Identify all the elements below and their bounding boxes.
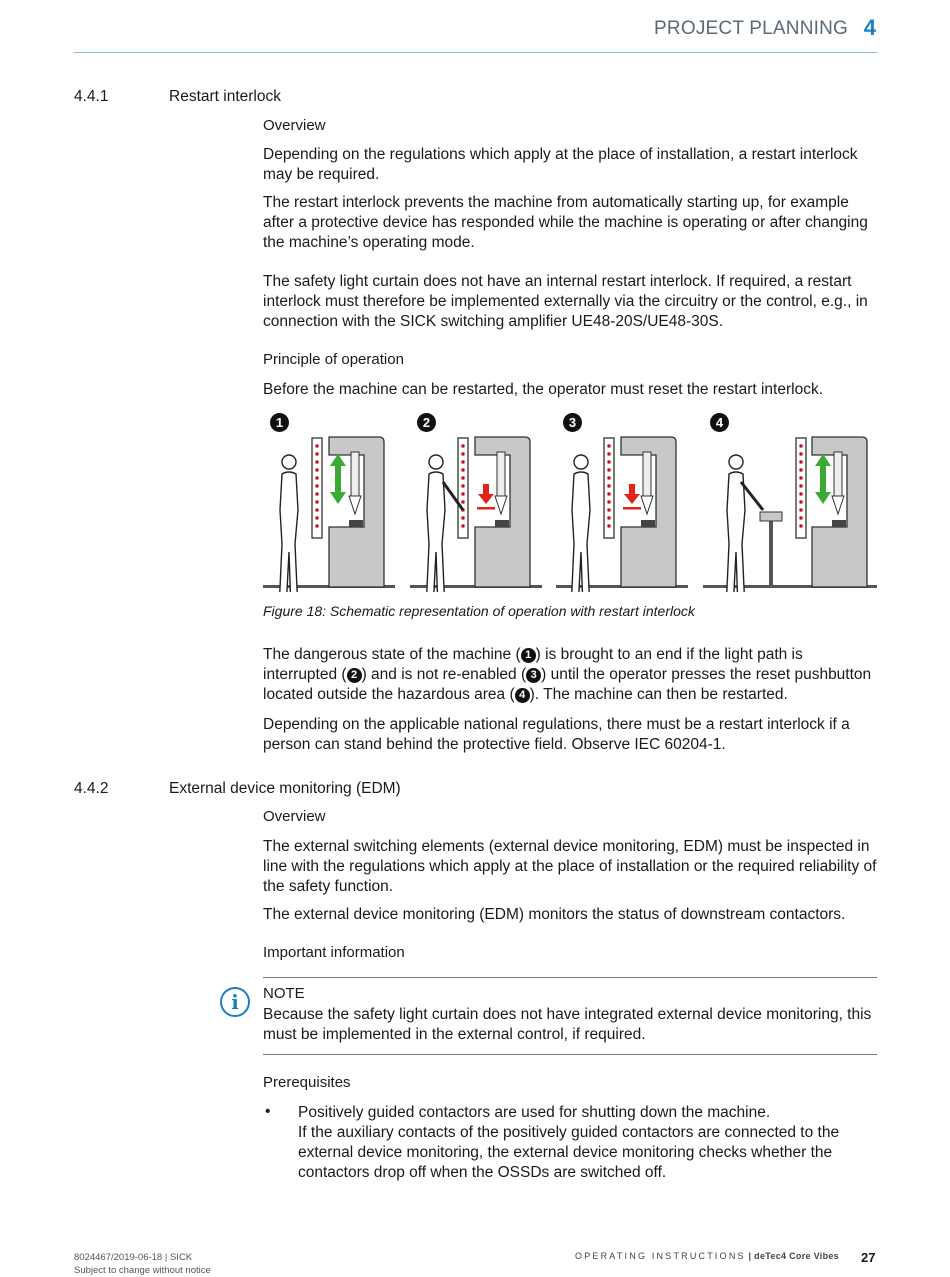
step-number-2: 2 [417,413,436,432]
panel-2 [410,437,542,592]
step-ref-4: 4 [515,688,530,703]
paragraph: The external device monitoring (EDM) monitors the status of downstream contactors. [263,906,846,923]
principle-heading: Principle of operation [263,351,404,368]
info-icon: i [220,987,250,1017]
paragraph: Depending on the applicable national regulations, there must be a restart interlock if a person can stand behind the protective field. Observe IEC 60204-1. [263,716,850,753]
note-bottom-rule [263,1054,877,1055]
overview-heading: Overview [263,117,326,134]
paragraph: Depending on the regulations which apply at the place of installation, a restart interlock may be required. [263,146,858,183]
overview-heading: Overview [263,808,326,825]
restart-interlock-figure [263,432,877,592]
step-ref-2: 2 [347,668,362,683]
footer-doctype: OPERATING INSTRUCTIONS | deTec4 Core Vibes [575,1251,839,1261]
page-header-title: PROJECT PLANNING [654,18,848,39]
paragraph: The external switching elements (external device monitoring, EDM) must be inspected in line with the regulations which apply at the place of installation or the required reliability of the safety function. [263,838,877,895]
important-heading: Important information [263,944,405,961]
paragraph: The safety light curtain does not have an internal restart interlock. If required, a restart interlock must therefore be implemented externally via the circuitry or the control, e.g., in connection with the SICK switching amplifier UE48-20S/UE48-30S. [263,273,868,330]
footer-product: deTec4 Core Vibes [754,1251,839,1261]
section-title: External device monitoring (EDM) [169,780,401,797]
panel-1 [263,437,395,592]
section-number: 4.4.2 [74,780,109,797]
footer-docinfo: 8024467/2019-06-18 | SICK Subject to change without notice [74,1252,211,1276]
note-text: Because the safety light curtain does not have integrated external device monitoring, this must be implemented in the external control, if required. [263,1006,872,1043]
step-number-3: 3 [563,413,582,432]
step-ref-3: 3 [526,668,541,683]
footer-notice: Subject to change without notice [74,1265,211,1276]
list-item-line: If the auxiliary contacts of the positively guided contactors are connected to the external device monitoring, the external device monitoring checks whether the contactors drop off when the OSSDs are switched off. [298,1124,840,1181]
header-divider [74,52,877,53]
paragraph: The dangerous state of the machine ( 1 ) is brought to an end if the light path is interrupted ( 2 ) and is not re-enabled ( 3 ) until the operator presses the reset pushbutton located outside the hazardous area ( 4 ). The machine can then be restarted. [263,646,872,703]
panel-4 [703,437,877,592]
section-number: 4.4.1 [74,88,109,105]
paragraph: The restart interlock prevents the machine from automatically starting up, for example after a protective device has responded while the machine is operating or after changing the machine’s operating mode. [263,194,868,251]
section-title: Restart interlock [169,88,281,105]
paragraph: Before the machine can be restarted, the operator must reset the restart interlock. [263,381,824,398]
note-top-rule [263,977,877,978]
list-item-line: Positively guided contactors are used for shutting down the machine. [298,1104,771,1121]
chapter-number: 4 [863,15,876,40]
prerequisites-heading: Prerequisites [263,1074,351,1091]
page-number: 27 [861,1250,876,1265]
step-number-4: 4 [710,413,729,432]
note-label: NOTE [263,985,305,1002]
step-ref-1: 1 [521,648,536,663]
panel-3 [556,437,688,592]
bullet-icon: • [265,1103,271,1120]
figure-caption: Figure 18: Schematic representation of operation with restart interlock [263,603,695,619]
step-number-1: 1 [270,413,289,432]
